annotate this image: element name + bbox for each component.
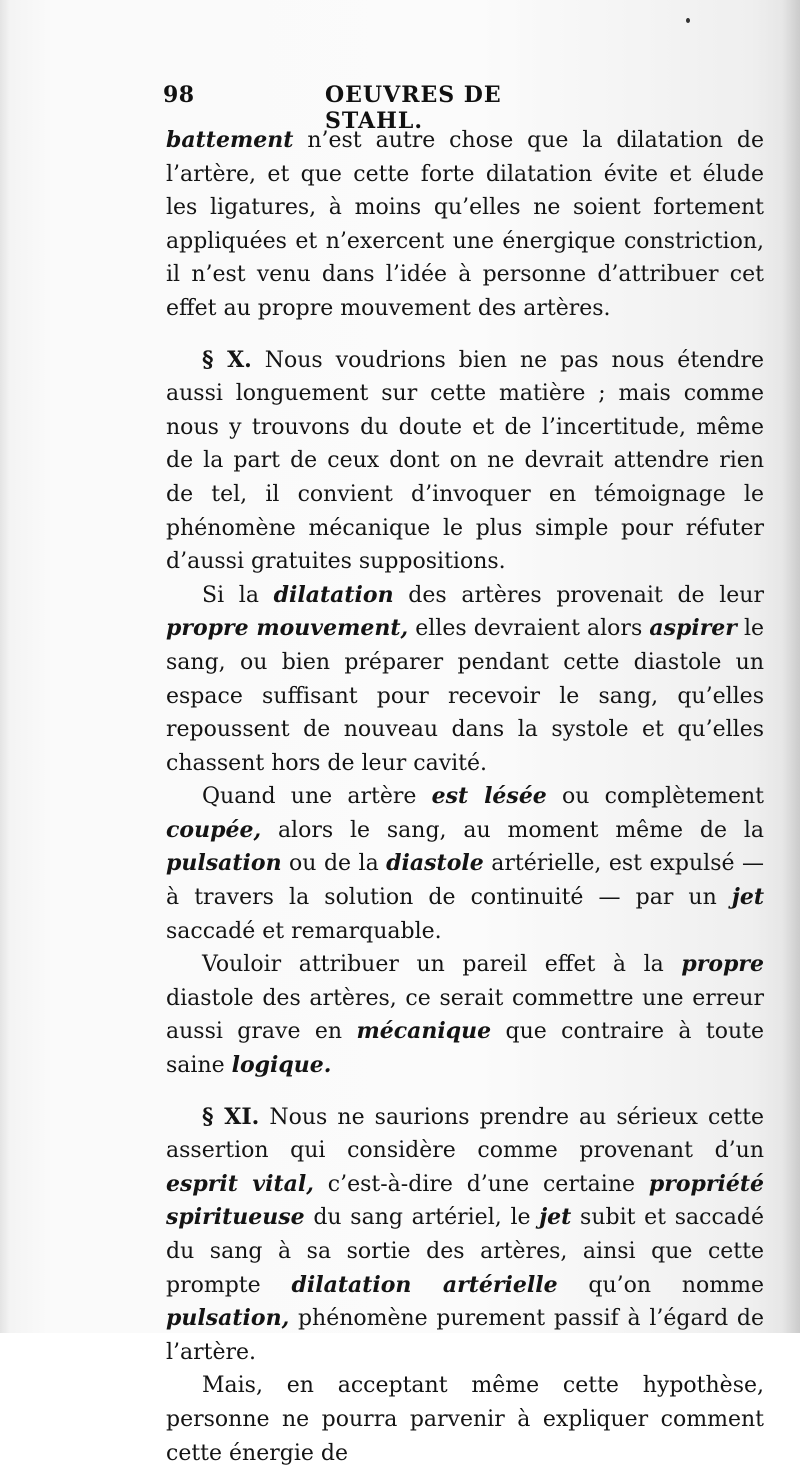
text-run: alors le sang, au moment même de la <box>261 817 764 843</box>
italic-term: pulsation, <box>166 1305 290 1332</box>
section-marker: § X. <box>202 346 252 373</box>
italic-term: propriété spiritueuse <box>166 1170 764 1231</box>
running-title: OEUVRES DE STAHL. <box>325 82 502 134</box>
paragraph-section-xi <box>166 1101 764 1370</box>
paragraph-1 <box>166 124 764 326</box>
italic-term: logique. <box>231 1052 332 1079</box>
text-run: Si la <box>202 582 274 608</box>
page-left-shadow <box>0 0 10 1333</box>
text-run: saccadé et remarquable. <box>166 918 442 944</box>
paragraph-section-x <box>166 344 764 579</box>
text-run: des artères provenait de leur <box>393 582 764 608</box>
text-run: n’est autre chose que la dilatation de l’artère, et que cette forte dilatation évite et élude les ligatures, à moins qu’elles ne soient fortement appliquées et n’exercent une énergique constriction, il n’est venu dans l’idée à personne d’attribuer cet effet au propre mouvement des artères. <box>166 128 764 321</box>
running-header <box>163 76 583 134</box>
paragraph-3 <box>166 579 764 781</box>
italic-term: propre <box>681 951 764 978</box>
italic-term: jet <box>731 884 764 911</box>
italic-term: esprit vital, <box>166 1170 314 1197</box>
text-run: Vouloir attribuer un pareil effet à la <box>202 952 682 978</box>
text-run: qu’on nomme <box>557 1272 764 1298</box>
text-run: c’est-à-dire d’une certaine <box>313 1171 649 1197</box>
text-run: le sang, ou bien préparer pendant cette diastole un espace suffisant pour recevoir le sang, qu’elles repoussent de nouveau dans la systole et qu’elles chassent hors de leur cavité. <box>166 616 764 776</box>
italic-term: est lésée <box>431 783 547 810</box>
text-run: subit et saccadé du sang à sa sortie des artères, ainsi que cette prompte <box>166 1205 764 1298</box>
italic-term: dilatation <box>273 581 394 608</box>
page-right-shadow <box>782 0 800 1333</box>
italic-term: aspirer <box>649 615 737 642</box>
text-run: Nous ne saurions prendre au sérieux cette assertion qui considère comme provenant d’un <box>166 1104 765 1164</box>
text-run: du sang artériel, le <box>304 1205 540 1231</box>
text-run: Nous voudrions bien ne pas nous étendre aussi longuement sur cette matière ; mais comme nous y trouvons du doute et de l’incertitude, même de la part de ceux dont on ne devrait attendre rien de tel, il convient d’invoquer en témoignage le phénomène mécanique le plus simple pour réfuter d’aussi gratuites suppositions. <box>166 347 764 575</box>
page-number: 98 <box>163 82 195 108</box>
text-run: diastole des artères, ce serait commettre une erreur aussi grave en <box>166 985 764 1045</box>
paragraph-5 <box>166 948 764 1082</box>
text-run: que contraire à toute saine <box>166 1019 764 1079</box>
italic-term: coupée, <box>166 816 262 843</box>
section-marker: § XI. <box>202 1103 260 1130</box>
italic-term: propre mouvement, <box>166 615 409 642</box>
italic-term: diastole <box>386 850 484 877</box>
italic-term: battement <box>166 127 294 153</box>
italic-term: dilatation artérielle <box>291 1271 558 1298</box>
text-run: Quand une artère <box>202 784 432 810</box>
text-run: Mais, en acceptant même cette hypothèse, personne ne pourra parvenir à expliquer comment cette énergie de <box>166 1373 764 1466</box>
text-run: ou de la <box>281 851 387 877</box>
text-run: artérielle, est expulsé — à travers la solution de continuité — par un <box>166 851 764 911</box>
italic-term: pulsation <box>166 850 282 877</box>
ink-speck <box>686 18 690 23</box>
text-run: phénomène purement passif à l’égard de l’artère. <box>166 1306 764 1365</box>
paragraph-7 <box>166 1369 764 1470</box>
body-text <box>166 124 764 1470</box>
text-run: elles devraient alors <box>408 616 650 642</box>
text-run: ou complètement <box>546 784 764 810</box>
paragraph-4 <box>166 780 764 948</box>
italic-term: jet <box>539 1204 572 1231</box>
italic-term: mécanique <box>356 1018 492 1045</box>
